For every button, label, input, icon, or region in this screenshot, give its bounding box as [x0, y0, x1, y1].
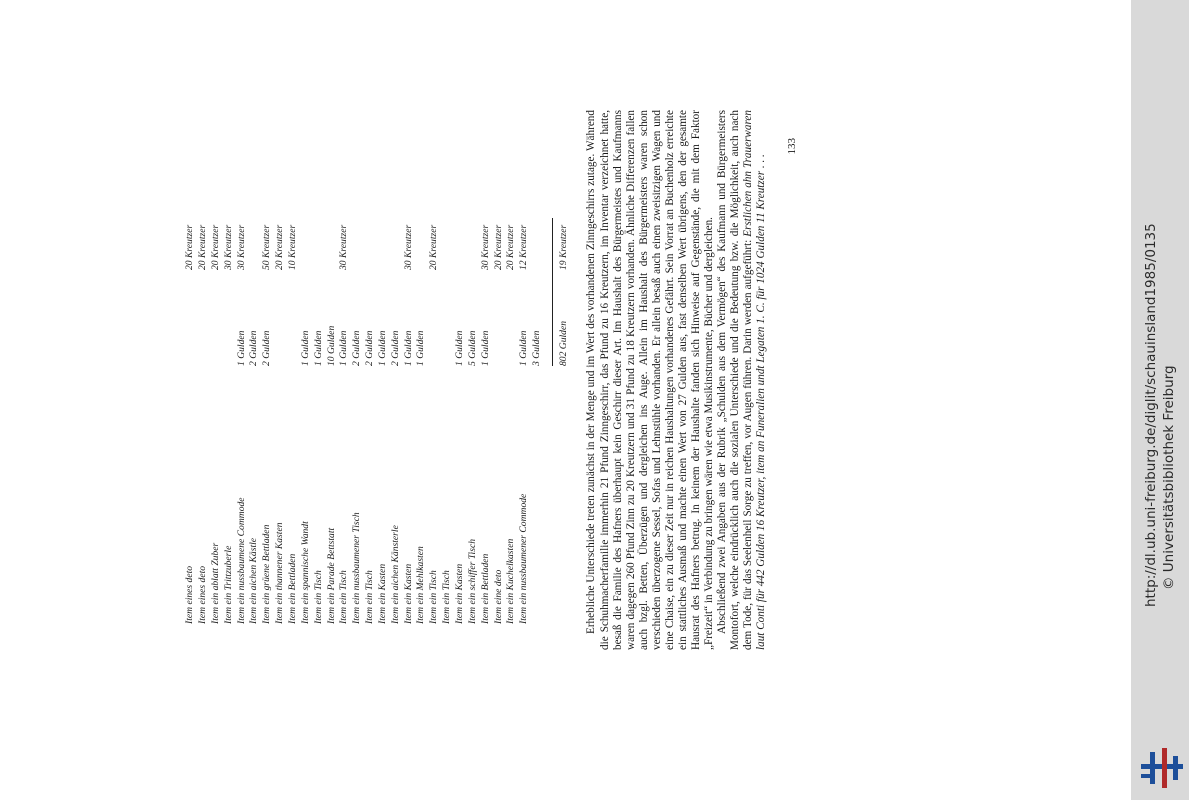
page-number: 133 — [786, 138, 799, 155]
sidebar-text — [1131, 0, 1189, 800]
inventory-row — [182, 110, 195, 624]
item-gulden: 2 Gulden — [389, 330, 401, 366]
item-name: Item ein Kasten — [402, 563, 414, 624]
item-name: Item ein Tisch — [441, 570, 453, 624]
item-name: Item eines deto — [184, 565, 196, 624]
item-name: Item ein nussbaumene Commode — [235, 497, 247, 624]
paragraph-2-plain: Abschließend zwei Angaben aus der Rubrik „Schulden aus dem Vermögen“ des Kaufmann und Bürgermeisters Montofort, welche eindrücklich auch die sozialen Unterschiede und die Bedeutung bzw. die Möglichkeit, auch nach dem Tode, für das Seelenheil Sorge zu treffen, vor Augen führen. Darin werden aufgeführt: — [715, 110, 755, 650]
item-name: Item ein Mehlkasten — [415, 546, 427, 624]
copyright-text: © Universitätsbibliothek Freiburg — [1161, 365, 1177, 590]
inventory-table — [182, 110, 542, 624]
item-kreutzer: 20 Kreutzer — [505, 224, 517, 270]
item-gulden: 2 Gulden — [261, 330, 273, 366]
inventory-row — [426, 110, 439, 624]
item-kreutzer: 30 Kreutzer — [338, 224, 350, 270]
document-page — [182, 110, 798, 650]
item-name: Item eine deto — [492, 569, 504, 624]
paragraph-2-quote: Erstlichen ahn Trauerwaren laut Conti für 442 Gulden 16 Kreutzer, item an Funeralien undt Legaten 1. C. für 1024 Gulden 11 Kreutzer . . . — [742, 110, 768, 650]
inventory-row — [413, 110, 426, 624]
item-name: Item ein Tisch — [312, 570, 324, 624]
item-name: Item ein Parade Bettstatt — [325, 527, 337, 624]
item-kreutzer: 50 Kreutzer — [261, 224, 273, 270]
paragraph-1: Erhebliche Unterschiede treten zunächst in der Menge und im Wert des vorhandenen Zinngeschirrs zutage. Während die Schuhmacherfamilie immerhin 21 Pfund Zinngeschirr, das Pfund zu 16 Kreutzern, im Inventar verzeichnet hatte, besaß die Familie des Hafners überhaupt kein Geschirr dieser Art. Im Haushalt des Bürgermeistes und Kaufmanns waren dagegen 260 Pfund Zinn zu 20 Kreutzern und 31 Pfund zu 18 Kreutzern vorhanden. Ähnliche Differenzen fallen auch bzgl. Betten, Überzügen und dergleichen ins Auge. Allein im Haushalt des Bürgermeisters waren schon verschieden überzogene Sessel, Sofas und Lehnstühle vorhanden. Er allein besaß auch einen zweisitzigen Wagen und eine Chaise, ein zu dieser Zeit nur in reichen Haushaltungen vorhandenes Gefährt. Sein Vorrat an Buchenholz erreichte ein stattliches Ausmaß und machte einen Wert von 27 Gulden aus, fast denselben Wert übrigens, den der gesamte Hausrat des Hafners betrug. In keinem der Haushalte fanden sich Hinweise auf Gegenstände, die mit dem Faktor „Freizeit“ in Verbindung zu bringen wären wie etwa Musikinstrumente, Bücher und dergleichen. — [585, 110, 715, 650]
item-name: Item ein ablatt Zuber — [209, 542, 221, 624]
source-url-link[interactable]: http://dl.ub.uni-freiburg.de/diglit/schauinsland1985/0135 — [1143, 223, 1159, 607]
item-name: Item ein Trittzuberle — [222, 545, 234, 624]
item-gulden: 1 Gulden — [453, 330, 465, 366]
item-name: Item ein spannische Wandt — [299, 521, 311, 624]
item-name: Item ein Kasten — [376, 563, 388, 624]
inventory-row — [310, 110, 323, 624]
item-kreutzer: 20 Kreutzer — [184, 224, 196, 270]
total-kreutzer: 19 Kreutzer — [557, 224, 569, 270]
inventory-total-row — [556, 110, 569, 624]
paragraph-2 — [716, 110, 768, 650]
item-name: Item ein grüene Bettladen — [261, 524, 273, 624]
item-kreutzer: 20 Kreutzer — [209, 224, 221, 270]
item-name: Item ein Kuchelkasten — [505, 538, 517, 624]
library-logo-icon — [1141, 748, 1183, 788]
item-gulden: 1 Gulden — [338, 330, 350, 366]
item-kreutzer: 30 Kreutzer — [479, 224, 491, 270]
item-gulden: 2 Gulden — [351, 330, 363, 366]
item-kreutzer: 10 Kreutzer — [287, 224, 298, 270]
inventory-row — [477, 110, 490, 624]
inventory-row — [503, 110, 516, 624]
item-name: Item ein nussbaumener Tisch — [351, 512, 363, 624]
inventory-row — [516, 110, 529, 624]
inventory-row — [465, 110, 478, 624]
inventory-row — [285, 110, 298, 624]
item-name: Item ein Bettladen — [287, 553, 298, 624]
inventory-row — [388, 110, 401, 624]
item-name: Item ein thannener Kasten — [274, 522, 286, 624]
inventory-row — [298, 110, 311, 624]
item-name: Item ein aichen Kästle — [248, 537, 260, 624]
item-gulden: 1 Gulden — [518, 330, 530, 366]
inventory-row — [362, 110, 375, 624]
inventory-row — [208, 110, 221, 624]
total-gulden: 802 Gulden — [557, 320, 569, 366]
inventory-row — [529, 110, 542, 624]
item-gulden: 1 Gulden — [299, 330, 311, 366]
item-gulden: 1 Gulden — [415, 330, 427, 366]
body-text — [585, 110, 768, 650]
item-name: Item ein Tisch — [338, 570, 350, 624]
item-gulden: 2 Gulden — [248, 330, 260, 366]
inventory-row — [272, 110, 285, 624]
item-gulden: 10 Gulden — [325, 325, 337, 366]
inventory-row — [323, 110, 336, 624]
item-name: Item ein schiffer Tisch — [466, 539, 478, 624]
inventory-row — [490, 110, 503, 624]
item-kreutzer: 20 Kreutzer — [428, 224, 440, 270]
item-name: Item ein aichen Känsterle — [389, 525, 401, 624]
inventory-row — [246, 110, 259, 624]
inventory-row — [221, 110, 234, 624]
item-gulden: 1 Gulden — [235, 330, 247, 366]
inventory-row — [375, 110, 388, 624]
item-gulden: 2 Gulden — [364, 330, 376, 366]
inventory-row — [259, 110, 272, 624]
item-name: Item eines deto — [197, 565, 209, 624]
inventory-row — [439, 110, 452, 624]
inventory-row — [233, 110, 246, 624]
item-name: Item ein Tisch — [364, 570, 376, 624]
item-kreutzer: 20 Kreutzer — [492, 224, 504, 270]
inventory-row — [349, 110, 362, 624]
inventory-row — [400, 110, 413, 624]
item-kreutzer: 20 Kreutzer — [197, 224, 209, 270]
item-kreutzer: 30 Kreutzer — [402, 224, 414, 270]
item-kreutzer: 30 Kreutzer — [222, 224, 234, 270]
item-gulden: 1 Gulden — [376, 330, 388, 366]
item-kreutzer: 12 Kreutzer — [518, 224, 530, 270]
item-gulden: 1 Gulden — [402, 330, 414, 366]
item-name: Item ein Tisch — [428, 570, 440, 624]
inventory-row — [195, 110, 208, 624]
inventory-row — [336, 110, 349, 624]
item-kreutzer: 20 Kreutzer — [274, 224, 286, 270]
item-name: Item ein Bettladen — [479, 553, 491, 624]
item-gulden: 1 Gulden — [479, 330, 491, 366]
item-name: Item ein nussbaumener Commode — [518, 493, 530, 624]
item-gulden: 1 Gulden — [312, 330, 324, 366]
total-rule — [552, 218, 553, 366]
item-gulden: 5 Gulden — [466, 330, 478, 366]
item-kreutzer: 30 Kreutzer — [235, 224, 247, 270]
inventory-row — [452, 110, 465, 624]
item-name: Item ein Kasten — [453, 563, 465, 624]
item-gulden: 3 Gulden — [531, 330, 543, 366]
sidebar — [1131, 0, 1189, 800]
